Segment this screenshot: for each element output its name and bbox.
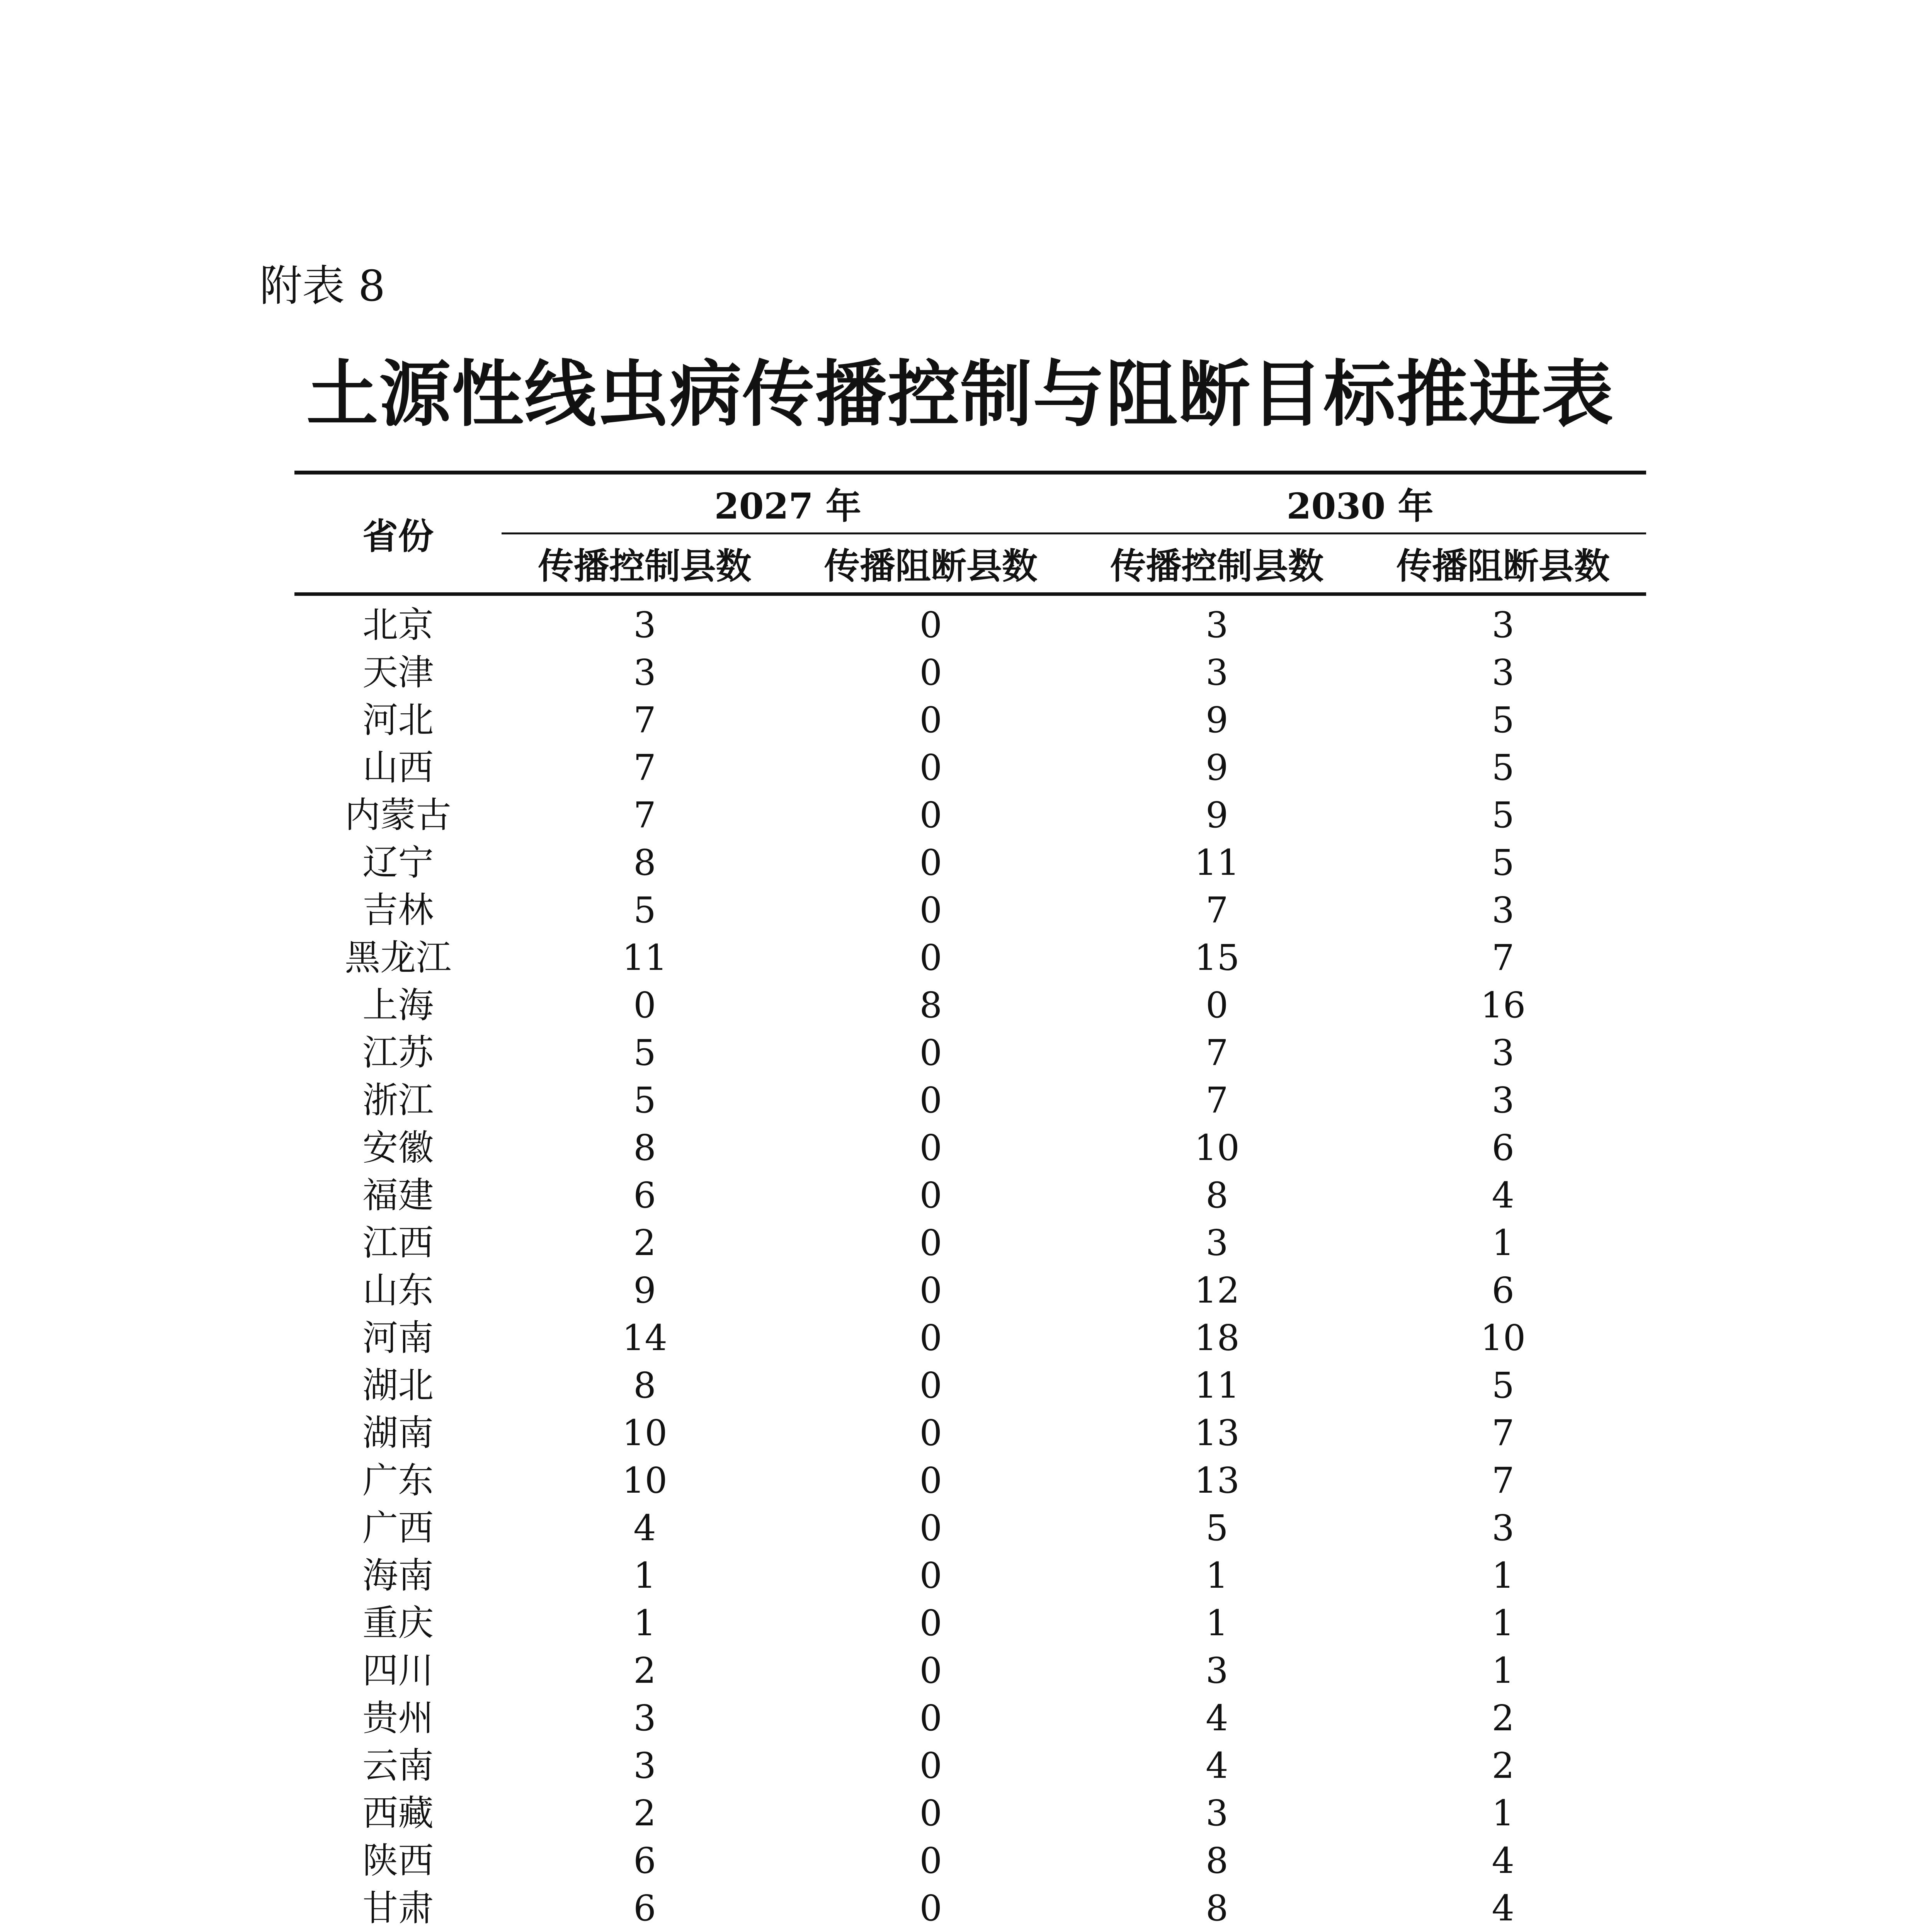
value-cell-2030-interruption: 3	[1492, 604, 1515, 646]
value-cell-2030-interruption: 2	[1492, 1745, 1515, 1786]
province-cell: 内蒙古	[345, 794, 452, 836]
year-header-2030: 2030 年	[1074, 473, 1646, 534]
value-cell-2030-interruption: 1	[1492, 1602, 1515, 1644]
value-cell-2027-interruption: 0	[919, 794, 942, 836]
value-cell-2030-interruption: 5	[1492, 842, 1515, 883]
table-row	[294, 744, 1646, 791]
value-cell-2030-interruption: 7	[1492, 1412, 1515, 1454]
province-cell: 河南	[362, 1317, 434, 1359]
value-cell-2030-control: 3	[1206, 1222, 1228, 1264]
value-cell-2027-control: 3	[633, 1745, 656, 1786]
value-cell-2027-control: 3	[633, 652, 656, 693]
value-cell-2030-control: 7	[1206, 1080, 1228, 1121]
province-cell: 云南	[362, 1745, 434, 1786]
value-cell-2027-interruption: 0	[919, 1365, 942, 1406]
table-row	[294, 1409, 1646, 1457]
value-cell-2030-control: 12	[1194, 1270, 1240, 1311]
value-cell-2030-control: 18	[1194, 1317, 1240, 1359]
table-header	[294, 473, 1646, 594]
value-cell-2030-interruption: 6	[1492, 1270, 1515, 1311]
value-cell-2027-interruption: 0	[919, 1555, 942, 1596]
value-cell-2030-interruption: 5	[1492, 1365, 1515, 1406]
value-cell-2027-interruption: 0	[919, 1412, 942, 1454]
value-cell-2027-interruption: 0	[919, 1650, 942, 1691]
column-header-2030-control: 传播控制县数	[1074, 534, 1360, 594]
value-cell-2030-interruption: 1	[1492, 1222, 1515, 1264]
value-cell-2030-interruption: 3	[1492, 889, 1515, 931]
value-cell-2030-control: 3	[1206, 1793, 1228, 1834]
table-row	[294, 839, 1646, 886]
value-cell-2030-interruption: 4	[1492, 1840, 1515, 1881]
value-cell-2030-interruption: 1	[1492, 1793, 1515, 1834]
province-cell: 海南	[362, 1555, 434, 1596]
value-cell-2027-control: 7	[633, 794, 656, 836]
value-cell-2027-interruption: 0	[919, 1270, 942, 1311]
province-cell: 江西	[362, 1222, 434, 1264]
table-row	[294, 981, 1646, 1029]
value-cell-2027-control: 3	[633, 1697, 656, 1739]
value-cell-2030-control: 0	[1206, 985, 1228, 1026]
value-cell-2027-control: 1	[633, 1555, 656, 1596]
value-cell-2030-interruption: 3	[1492, 1080, 1515, 1121]
value-cell-2027-interruption: 0	[919, 1602, 942, 1644]
value-cell-2027-control: 3	[633, 604, 656, 646]
value-cell-2027-interruption: 0	[919, 747, 942, 788]
province-cell: 四川	[362, 1650, 434, 1691]
value-cell-2030-interruption: 6	[1492, 1127, 1515, 1168]
value-cell-2027-control: 0	[633, 985, 656, 1026]
province-cell: 湖北	[362, 1365, 434, 1406]
province-cell: 北京	[362, 604, 434, 646]
value-cell-2030-interruption: 1	[1492, 1650, 1515, 1691]
value-cell-2027-interruption: 0	[919, 1317, 942, 1359]
value-cell-2027-interruption: 0	[919, 1460, 942, 1501]
province-cell: 黑龙江	[345, 937, 452, 978]
province-cell: 贵州	[362, 1697, 434, 1739]
value-cell-2027-control: 5	[633, 1032, 656, 1073]
province-cell: 天津	[362, 652, 434, 693]
value-cell-2027-interruption: 8	[919, 985, 942, 1026]
value-cell-2027-interruption: 0	[919, 1888, 942, 1929]
value-cell-2027-interruption: 0	[919, 652, 942, 693]
value-cell-2027-interruption: 0	[919, 1032, 942, 1073]
table-row	[294, 1077, 1646, 1124]
value-cell-2030-control: 1	[1206, 1602, 1228, 1644]
value-cell-2027-interruption: 0	[919, 1697, 942, 1739]
value-cell-2027-interruption: 0	[919, 699, 942, 741]
value-cell-2027-control: 9	[633, 1270, 656, 1311]
value-cell-2030-interruption: 3	[1492, 1507, 1515, 1549]
table-row	[294, 1552, 1646, 1599]
table-row	[294, 696, 1646, 744]
province-cell: 福建	[362, 1175, 434, 1216]
table-row	[294, 1267, 1646, 1314]
value-cell-2030-control: 7	[1206, 889, 1228, 931]
value-cell-2027-control: 2	[633, 1222, 656, 1264]
appendix-label: 附表 8	[260, 261, 385, 311]
value-cell-2027-interruption: 0	[919, 1127, 942, 1168]
value-cell-2030-interruption: 4	[1492, 1888, 1515, 1929]
value-cell-2027-control: 10	[622, 1460, 668, 1501]
value-cell-2030-control: 8	[1206, 1840, 1228, 1881]
value-cell-2027-control: 7	[633, 747, 656, 788]
province-cell: 甘肃	[362, 1888, 434, 1929]
value-cell-2030-control: 13	[1194, 1412, 1240, 1454]
province-cell: 安徽	[362, 1127, 434, 1168]
table-row	[294, 1457, 1646, 1504]
value-cell-2030-interruption: 1	[1492, 1555, 1515, 1596]
value-cell-2030-control: 13	[1194, 1460, 1240, 1501]
value-cell-2027-interruption: 0	[919, 1793, 942, 1834]
province-cell: 广东	[362, 1460, 434, 1501]
value-cell-2030-control: 9	[1206, 747, 1228, 788]
province-cell: 西藏	[362, 1793, 434, 1834]
value-cell-2030-control: 5	[1206, 1507, 1228, 1549]
value-cell-2030-control: 8	[1206, 1175, 1228, 1216]
value-cell-2030-interruption: 5	[1492, 747, 1515, 788]
value-cell-2027-control: 5	[633, 1080, 656, 1121]
value-cell-2030-interruption: 2	[1492, 1697, 1515, 1739]
table-row	[294, 1219, 1646, 1267]
value-cell-2030-interruption: 3	[1492, 652, 1515, 693]
table-row	[294, 1647, 1646, 1694]
targets-table	[294, 471, 1646, 1932]
column-header-2027-control: 传播控制县数	[502, 534, 788, 594]
value-cell-2030-interruption: 7	[1492, 937, 1515, 978]
value-cell-2027-interruption: 0	[919, 937, 942, 978]
value-cell-2027-control: 2	[633, 1650, 656, 1691]
province-cell: 山西	[362, 747, 434, 788]
value-cell-2030-control: 3	[1206, 604, 1228, 646]
table-row	[294, 1314, 1646, 1362]
value-cell-2027-control: 5	[633, 889, 656, 931]
document-title: 土源性线虫病传播控制与阻断目标推进表	[306, 352, 1614, 436]
value-cell-2030-interruption: 10	[1480, 1317, 1526, 1359]
value-cell-2027-control: 11	[622, 937, 668, 978]
value-cell-2030-control: 8	[1206, 1888, 1228, 1929]
value-cell-2027-control: 6	[633, 1840, 656, 1881]
table-row	[294, 1599, 1646, 1647]
value-cell-2027-interruption: 0	[919, 1080, 942, 1121]
value-cell-2027-control: 2	[633, 1793, 656, 1834]
value-cell-2030-interruption: 4	[1492, 1175, 1515, 1216]
value-cell-2030-interruption: 5	[1492, 794, 1515, 836]
value-cell-2030-interruption: 5	[1492, 699, 1515, 741]
table-row	[294, 1172, 1646, 1219]
table-row	[294, 594, 1646, 649]
value-cell-2027-interruption: 0	[919, 889, 942, 931]
table-row	[294, 791, 1646, 839]
province-cell: 辽宁	[362, 842, 434, 883]
value-cell-2027-control: 6	[633, 1888, 656, 1929]
value-cell-2030-control: 4	[1206, 1745, 1228, 1786]
value-cell-2030-control: 9	[1206, 794, 1228, 836]
province-cell: 陕西	[362, 1840, 434, 1881]
value-cell-2027-control: 6	[633, 1175, 656, 1216]
province-cell: 吉林	[362, 889, 434, 931]
table-row	[294, 886, 1646, 934]
value-cell-2027-interruption: 0	[919, 1507, 942, 1549]
value-cell-2030-control: 7	[1206, 1032, 1228, 1073]
province-cell: 山东	[362, 1270, 434, 1311]
province-cell: 河北	[362, 699, 434, 741]
year-header-2027: 2027 年	[502, 473, 1074, 534]
value-cell-2030-control: 3	[1206, 652, 1228, 693]
value-cell-2030-control: 1	[1206, 1555, 1228, 1596]
value-cell-2030-control: 11	[1194, 842, 1240, 883]
value-cell-2030-control: 11	[1194, 1365, 1240, 1406]
value-cell-2030-interruption: 16	[1480, 985, 1526, 1026]
value-cell-2027-interruption: 0	[919, 1745, 942, 1786]
value-cell-2027-control: 4	[633, 1507, 656, 1549]
table-body	[294, 594, 1646, 1932]
header-year-row	[294, 473, 1646, 534]
province-column-header: 省份	[294, 473, 502, 594]
table-row	[294, 1124, 1646, 1172]
province-cell: 浙江	[362, 1080, 434, 1121]
province-cell: 重庆	[362, 1602, 434, 1644]
table-row	[294, 1362, 1646, 1409]
value-cell-2027-interruption: 0	[919, 1840, 942, 1881]
value-cell-2027-control: 14	[622, 1317, 668, 1359]
value-cell-2030-control: 4	[1206, 1697, 1228, 1739]
table-row	[294, 649, 1646, 696]
value-cell-2030-interruption: 3	[1492, 1032, 1515, 1073]
value-cell-2030-control: 15	[1194, 937, 1240, 978]
value-cell-2027-interruption: 0	[919, 604, 942, 646]
table-row	[294, 1742, 1646, 1789]
value-cell-2027-control: 8	[633, 1365, 656, 1406]
value-cell-2027-control: 8	[633, 1127, 656, 1168]
value-cell-2027-control: 1	[633, 1602, 656, 1644]
table-row	[294, 1837, 1646, 1884]
value-cell-2027-control: 10	[622, 1412, 668, 1454]
province-cell: 江苏	[362, 1032, 434, 1073]
value-cell-2027-control: 7	[633, 699, 656, 741]
column-header-2027-interruption: 传播阻断县数	[788, 534, 1074, 594]
table-row	[294, 1789, 1646, 1837]
column-header-2030-interruption: 传播阻断县数	[1360, 534, 1646, 594]
province-cell: 广西	[362, 1507, 434, 1549]
value-cell-2027-interruption: 0	[919, 842, 942, 883]
province-cell: 上海	[362, 985, 434, 1026]
province-cell: 湖南	[362, 1412, 434, 1454]
table-row	[294, 1694, 1646, 1742]
table-row	[294, 1504, 1646, 1552]
value-cell-2027-interruption: 0	[919, 1222, 942, 1264]
value-cell-2030-interruption: 7	[1492, 1460, 1515, 1501]
table-row	[294, 934, 1646, 981]
value-cell-2027-interruption: 0	[919, 1175, 942, 1216]
table-row	[294, 1884, 1646, 1932]
value-cell-2027-control: 8	[633, 842, 656, 883]
table-row	[294, 1029, 1646, 1077]
value-cell-2030-control: 3	[1206, 1650, 1228, 1691]
value-cell-2030-control: 9	[1206, 699, 1228, 741]
value-cell-2030-control: 10	[1194, 1127, 1240, 1168]
